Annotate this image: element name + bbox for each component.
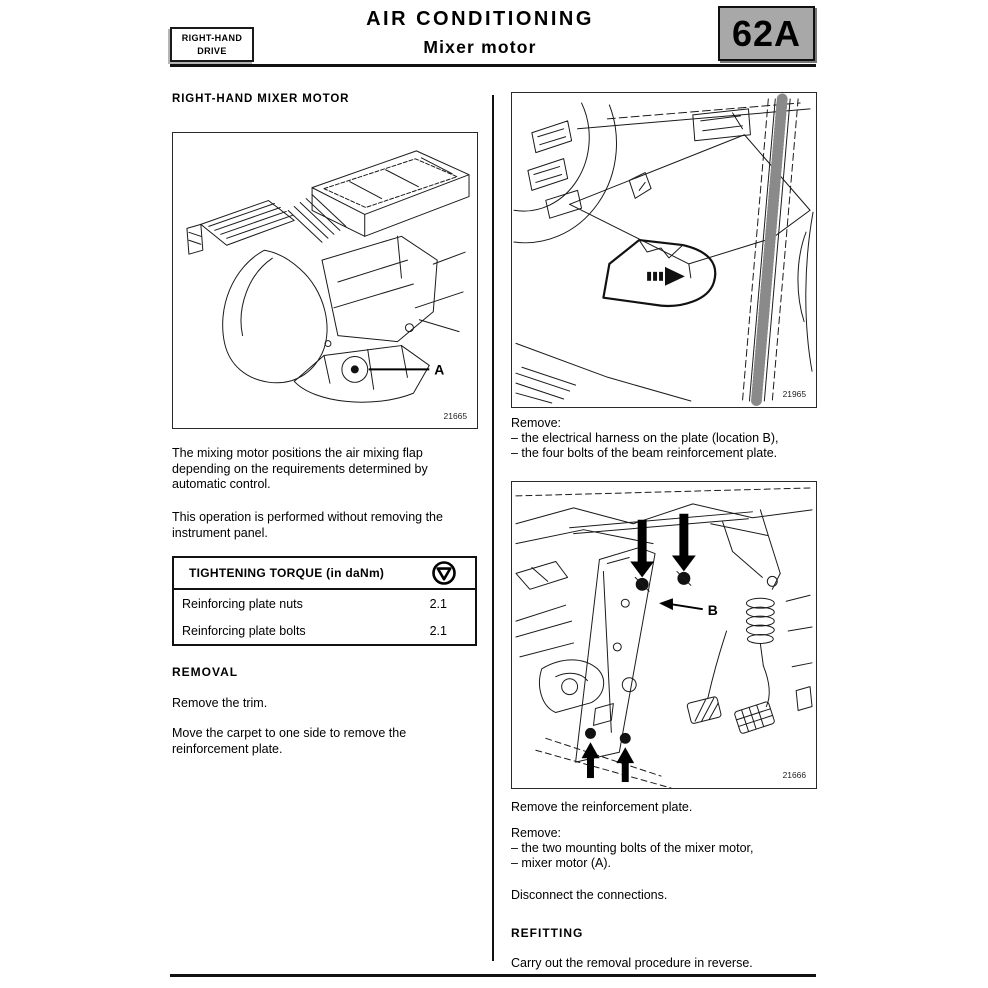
mixer-motor-drawing-icon bbox=[173, 133, 477, 428]
operation-paragraph: This operation is performed without removing the instrument panel. bbox=[172, 510, 443, 540]
left-column-heading: RIGHT-HAND MIXER MOTOR bbox=[172, 93, 350, 105]
torque-table-header bbox=[174, 558, 475, 590]
footer-rule bbox=[170, 974, 816, 977]
drive-badge-line1: RIGHT-HAND bbox=[181, 33, 243, 44]
table-row bbox=[174, 590, 475, 617]
torque-row-label: Reinforcing plate nuts bbox=[182, 596, 303, 611]
removal-step-1: Remove the trim. bbox=[172, 696, 268, 710]
torque-symbol-icon bbox=[431, 560, 457, 586]
torque-row-label: Reinforcing plate bolts bbox=[182, 623, 306, 638]
figure3-label-b: B bbox=[707, 602, 718, 619]
reinforcement-plate-drawing-icon bbox=[512, 482, 816, 788]
page-title: AIR CONDITIONING bbox=[366, 8, 594, 30]
section-code-badge: 62A bbox=[718, 6, 815, 61]
page-subtitle: Mixer motor bbox=[423, 37, 537, 57]
figure2-number: 21965 bbox=[782, 389, 807, 400]
remove-plate-paragraph: Remove the reinforcement plate. bbox=[511, 800, 693, 814]
remove-list-2-intro: Remove: bbox=[511, 826, 562, 840]
drive-badge bbox=[170, 27, 254, 62]
drive-badge-line2: DRIVE bbox=[197, 45, 227, 56]
table-row bbox=[174, 617, 475, 644]
torque-row-value: 2.1 bbox=[429, 596, 447, 611]
tightening-torque-table bbox=[172, 556, 477, 646]
figure3-number: 21666 bbox=[782, 770, 807, 781]
list-item: – mixer motor (A). bbox=[511, 856, 612, 871]
intro-paragraph: The mixing motor positions the air mixing flap depending on the requirements determined by automatic control. bbox=[172, 446, 428, 491]
list-item: – the two mounting bolts of the mixer motor, bbox=[511, 841, 754, 856]
header-rule bbox=[170, 64, 816, 67]
figure-mixer-motor bbox=[172, 132, 478, 429]
page-header bbox=[250, 8, 710, 58]
torque-row-value: 2.1 bbox=[429, 623, 447, 638]
figure1-label-a: A bbox=[434, 361, 445, 378]
refitting-heading: REFITTING bbox=[511, 926, 584, 940]
list-item: – the four bolts of the beam reinforcement plate. bbox=[511, 446, 778, 461]
figure1-number: 21665 bbox=[443, 411, 468, 422]
figure-reinforcement-plate bbox=[511, 481, 817, 789]
drive-badge-text bbox=[182, 32, 243, 56]
torque-table-title: TIGHTENING TORQUE (in daNm) bbox=[189, 566, 385, 580]
disconnect-paragraph: Disconnect the connections. bbox=[511, 888, 668, 902]
footwell-drawing-icon bbox=[512, 93, 816, 407]
refitting-paragraph: Carry out the removal procedure in reverse. bbox=[511, 956, 753, 970]
removal-step-2: Move the carpet to one side to remove the reinforcement plate. bbox=[172, 726, 407, 756]
removal-heading: REMOVAL bbox=[172, 665, 239, 679]
remove-list-2 bbox=[511, 826, 831, 872]
column-divider bbox=[492, 95, 494, 961]
figure-footwell bbox=[511, 92, 817, 408]
remove-list-1-intro: Remove: bbox=[511, 416, 562, 430]
list-item: – the electrical harness on the plate (location B), bbox=[511, 431, 779, 446]
remove-list-1 bbox=[511, 416, 831, 462]
